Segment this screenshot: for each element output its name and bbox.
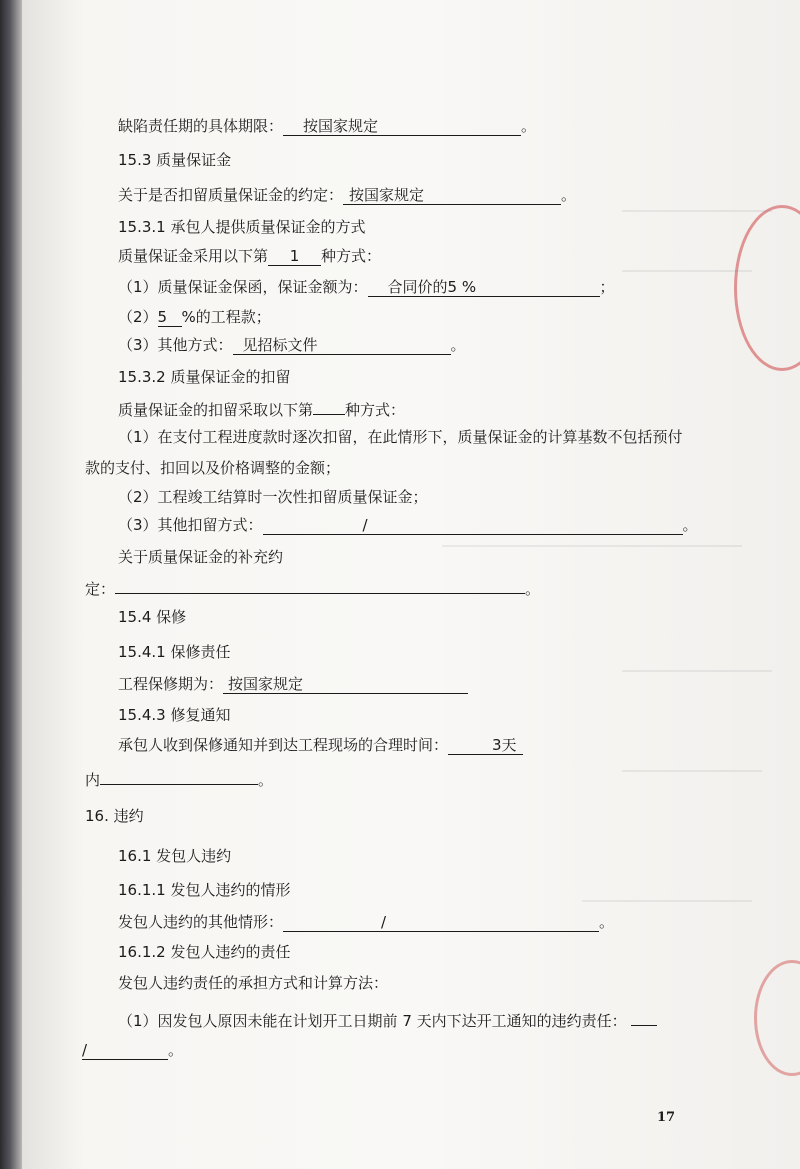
chapter-heading: 16. 违约 (85, 807, 144, 825)
book-binding-edge (0, 0, 22, 1169)
fill-blank (223, 676, 468, 694)
label: 工程保修期为： (118, 675, 224, 693)
delay-liability-line (118, 1008, 657, 1031)
bleed-through-mark (622, 770, 762, 772)
filled-value: 按国家规定 (303, 117, 379, 135)
body-text: 发包人违约责任的承担方式和计算方法： (118, 974, 389, 992)
repair-time-line (118, 735, 523, 755)
end-mark: 。 (599, 913, 615, 931)
fill-blank (115, 576, 525, 594)
bleed-through-mark (622, 210, 772, 212)
end-mark: 。 (525, 580, 541, 598)
end-mark: 。 (561, 186, 577, 204)
end-mark: 。 (682, 516, 698, 534)
percent-line (118, 307, 271, 327)
filled-value: 合同价的5 % (387, 278, 477, 296)
fill-blank (631, 1008, 657, 1026)
repair-time-continued (85, 767, 273, 790)
section-heading: 15.4.3 修复通知 (118, 706, 231, 724)
section-heading: 15.3 质量保证金 (118, 151, 232, 169)
end-mark: 。 (521, 117, 537, 135)
end-mark: 。 (450, 336, 466, 354)
label: 发包人违约的其他情形： (118, 913, 284, 931)
warranty-period-line (118, 674, 468, 694)
label: 承包人收到保修通知并到达工程现场的合理时间： (118, 736, 449, 754)
red-seal-stamp (754, 960, 800, 1076)
section-heading: 15.4 保修 (118, 608, 187, 626)
body-text: 关于质量保证金的补充约 (118, 548, 284, 566)
body-text: （1）在支付工程进度款时逐次扣留，在此情形下，质量保证金的计算基数不包括预付 (118, 428, 683, 446)
label: （3）其他扣留方式： (118, 516, 263, 534)
retention-agreement-line (118, 185, 576, 205)
fill-blank (233, 337, 451, 355)
filled-value: / (362, 516, 368, 534)
label: （1）因发包人原因未能在计划开工日期前 7 天内下达开工通知的违约责任： (118, 1012, 627, 1030)
fill-blank (100, 767, 258, 785)
label: 质量保证金采用以下第 (118, 247, 269, 265)
filled-value: / (381, 913, 387, 931)
body-text: 款的支付、扣回以及价格调整的金额； (85, 459, 341, 477)
fill-blank (263, 517, 683, 535)
filled-value: 3天 (492, 736, 517, 754)
section-heading: 15.3.2 质量保证金的扣留 (118, 368, 291, 386)
bleed-through-mark (582, 900, 752, 902)
page-number: 17 (657, 1110, 676, 1125)
other-default-line (118, 912, 614, 932)
label: 种方式： (345, 401, 406, 419)
label: 质量保证金的扣留采取以下第 (118, 401, 314, 419)
fill-blank (82, 1042, 168, 1060)
other-retention-line (118, 515, 698, 535)
section-heading: 15.4.1 保修责任 (118, 643, 231, 661)
bleed-through-mark (622, 270, 752, 272)
label: %的工程款； (181, 308, 271, 326)
section-heading: 16.1.1 发包人违约的情形 (118, 881, 291, 899)
fill-blank (343, 187, 561, 205)
body-text: （2）工程竣工结算时一次性扣留质量保证金； (118, 488, 428, 506)
filled-value: / (82, 1041, 88, 1059)
fill-blank (368, 279, 600, 297)
bleed-through-mark (622, 670, 772, 672)
fill-blank (313, 397, 345, 415)
end-mark: 。 (168, 1041, 184, 1059)
filled-value: 按国家规定 (349, 186, 425, 204)
section-heading: 16.1 发包人违约 (118, 847, 232, 865)
label: 关于是否扣留质量保证金的约定： (118, 186, 344, 204)
end-mark: 。 (258, 771, 274, 789)
label: （1）质量保证金保函，保证金额为： (118, 278, 368, 296)
label: 种方式： (321, 247, 382, 265)
defect-period-line (118, 116, 536, 136)
label: 内 (85, 771, 101, 789)
filled-value: 见招标文件 (242, 336, 318, 354)
method-line (118, 246, 381, 266)
label: （2） (118, 308, 158, 326)
label: （3）其他方式： (118, 336, 233, 354)
fill-blank (158, 309, 182, 327)
end-mark: ； (599, 278, 615, 296)
fill-blank (268, 248, 321, 266)
delay-liability-continued (82, 1040, 183, 1060)
supplement-line (85, 576, 540, 599)
label: 定： (85, 580, 116, 598)
section-heading: 16.1.2 发包人违约的责任 (118, 943, 291, 961)
fill-blank (283, 914, 599, 932)
fill-blank (283, 118, 521, 136)
filled-value: 1 (289, 247, 300, 265)
filled-value: 按国家规定 (228, 675, 304, 693)
guarantee-line (118, 277, 615, 297)
bleed-through-mark (442, 545, 742, 547)
label: 缺陷责任期的具体期限： (118, 117, 284, 135)
red-seal-stamp (734, 205, 800, 371)
section-heading: 15.3.1 承包人提供质量保证金的方式 (118, 218, 366, 236)
retention-method-line (118, 397, 405, 420)
fill-blank (448, 737, 523, 755)
other-method-line (118, 335, 466, 355)
filled-value: 5 (157, 308, 168, 326)
